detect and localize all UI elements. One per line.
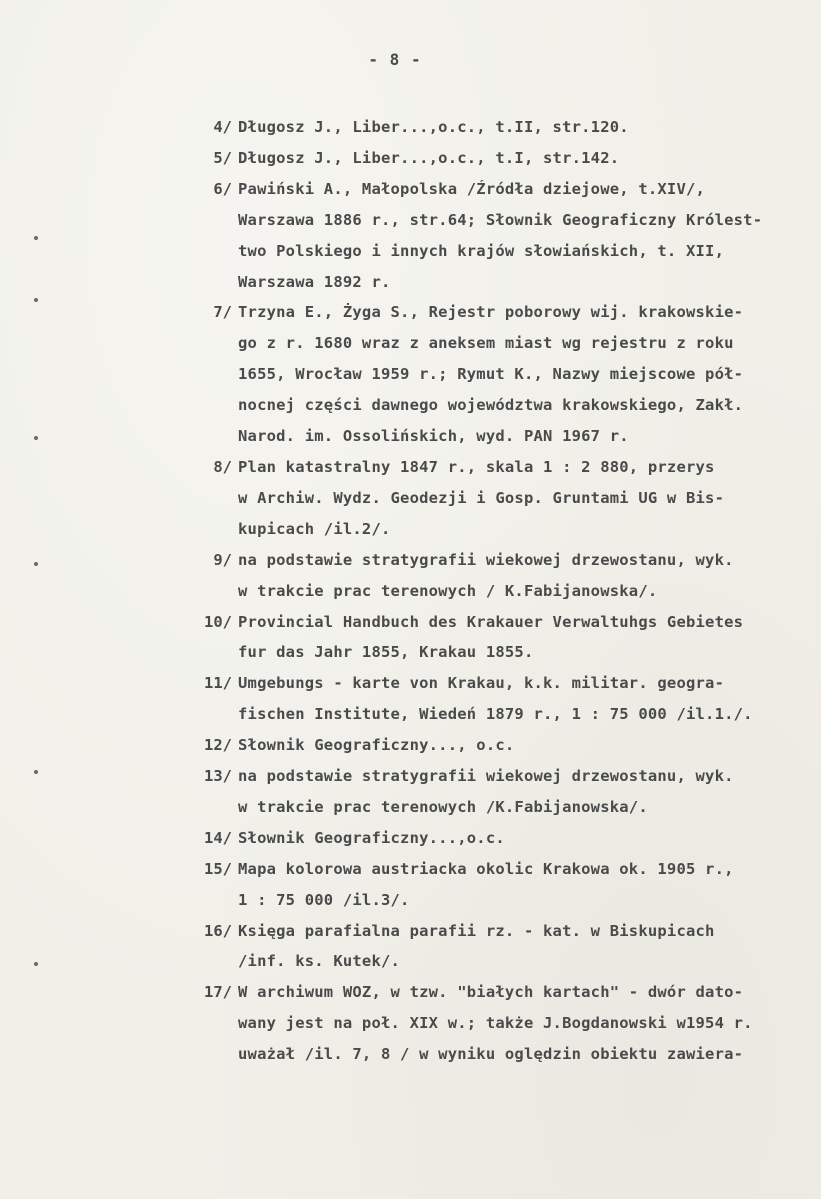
margin-mark <box>34 236 38 240</box>
footnote-line: W archiwum WOZ, w tzw. "białych kartach" - dwór dato- <box>238 983 744 1002</box>
margin-mark <box>34 770 38 774</box>
footnote-text <box>238 545 790 607</box>
footnote-line: na podstawie stratygrafii wiekowej drzewostanu, wyk. <box>238 767 734 786</box>
footnote-text <box>238 143 790 174</box>
footnote-line: na podstawie stratygrafii wiekowej drzewostanu, wyk. <box>238 550 734 569</box>
footnote-line: Warszawa 1892 r. <box>238 272 391 291</box>
margin-mark <box>34 962 38 966</box>
footnote-text <box>238 730 790 761</box>
footnote-line: uważał /il. 7, 8 / w wyniku oględzin obiektu zawiera- <box>238 1045 744 1064</box>
footnote-line: Narod. im. Ossolińskich, wyd. PAN 1967 r. <box>238 427 629 446</box>
footnote-number: 4/ <box>213 118 232 136</box>
footnote-entry <box>190 668 790 730</box>
footnote-number: 5/ <box>213 148 232 167</box>
footnote-number: 10/ <box>204 612 232 631</box>
page-number: - 8 - <box>368 50 422 69</box>
footnote-entry <box>190 143 790 174</box>
footnote-line: Trzyna E., Żyga S., Rejestr poborowy wij. krakowskie- <box>238 303 744 322</box>
footnote-entry <box>190 977 790 1070</box>
footnote-line: Słownik Geograficzny..., o.c. <box>238 736 515 755</box>
footnote-line: w trakcie prac terenowych / K.Fabijanowska/. <box>238 581 658 600</box>
footnote-line: /inf. ks. Kutek/. <box>238 952 401 971</box>
footnote-number: 11/ <box>204 674 232 693</box>
footnote-entry <box>190 730 790 761</box>
footnote-entry <box>190 545 790 607</box>
margin-mark <box>34 562 38 566</box>
footnote-line: w Archiw. Wydz. Geodezji i Gosp. Gruntami UG w Bis- <box>238 488 725 507</box>
footnote-text <box>238 297 790 452</box>
margin-mark <box>34 436 38 440</box>
footnote-text <box>238 668 790 730</box>
footnote-line: Słownik Geograficzny...,o.c. <box>238 828 505 847</box>
footnote-line: nocnej części dawnego województwa krakowskiego, Zakł. <box>238 396 744 415</box>
footnote-line: Księga parafialna parafii rz. - kat. w Biskupicach <box>238 921 715 940</box>
footnote-line: two Polskiego i innych krajów słowiańskich, t. XII, <box>238 241 725 260</box>
footnote-number: 8/ <box>213 457 232 476</box>
footnote-text <box>238 916 790 978</box>
footnote-list <box>190 112 790 1070</box>
footnote-line: fur das Jahr 1855, Krakau 1855. <box>238 643 534 662</box>
footnote-line: Warszawa 1886 r., str.64; Słownik Geograficzny Królest- <box>238 210 763 229</box>
footnote-text <box>238 854 790 916</box>
footnote-entry <box>190 854 790 916</box>
footnote-number: 6/ <box>213 179 232 198</box>
footnote-number: 15/ <box>204 859 232 878</box>
footnote-text <box>238 823 790 854</box>
footnote-line: 1 : 75 000 /il.3/. <box>238 890 410 909</box>
footnote-number: 17/ <box>204 983 232 1002</box>
footnote-number: 13/ <box>204 767 232 786</box>
footnote-line: Długosz J., Liber...,o.c., t.II, str.120. <box>238 118 629 136</box>
footnote-entry <box>190 916 790 978</box>
footnote-line: w trakcie prac terenowych /K.Fabijanowska/. <box>238 797 648 816</box>
footnote-line: Długosz J., Liber...,o.c., t.I, str.142. <box>238 148 620 167</box>
footnote-line: wany jest na poł. XIX w.; także J.Bogdanowski w1954 r. <box>238 1014 753 1033</box>
footnote-entry <box>190 823 790 854</box>
footnote-text <box>238 174 790 298</box>
footnote-number: 16/ <box>204 921 232 940</box>
footnote-text <box>238 112 790 143</box>
footnote-entry <box>190 452 790 545</box>
footnote-line: Plan katastralny 1847 r., skala 1 : 2 880, przerys <box>238 457 715 476</box>
footnote-entry <box>190 112 790 143</box>
footnote-entry <box>190 607 790 669</box>
footnote-text <box>238 607 790 669</box>
footnote-text <box>238 452 790 545</box>
footnote-line: kupicach /il.2/. <box>238 519 391 538</box>
footnote-line: fischen Institute, Wiedeń 1879 r., 1 : 75 000 /il.1./. <box>238 705 753 724</box>
footnote-line: Umgebungs - karte von Krakau, k.k. militar. geogra- <box>238 674 725 693</box>
margin-mark <box>34 298 38 302</box>
footnote-text <box>238 977 790 1070</box>
footnote-text <box>238 761 790 823</box>
footnote-entry <box>190 174 790 298</box>
footnote-line: Mapa kolorowa austriacka okolic Krakowa ok. 1905 r., <box>238 859 734 878</box>
footnote-line: Pawiński A., Małopolska /Źródła dziejowe, t.XIV/, <box>238 179 706 198</box>
footnote-number: 14/ <box>204 828 232 847</box>
footnote-entry <box>190 297 790 452</box>
footnote-number: 7/ <box>213 303 232 322</box>
footnote-entry <box>190 761 790 823</box>
footnote-line: Provincial Handbuch des Krakauer Verwaltuhgs Gebietes <box>238 612 744 631</box>
footnote-line: 1655, Wrocław 1959 r.; Rymut K., Nazwy miejscowe pół- <box>238 365 744 384</box>
footnote-number: 9/ <box>213 550 232 569</box>
footnote-number: 12/ <box>204 736 232 755</box>
footnote-line: go z r. 1680 wraz z aneksem miast wg rejestru z roku <box>238 334 734 353</box>
